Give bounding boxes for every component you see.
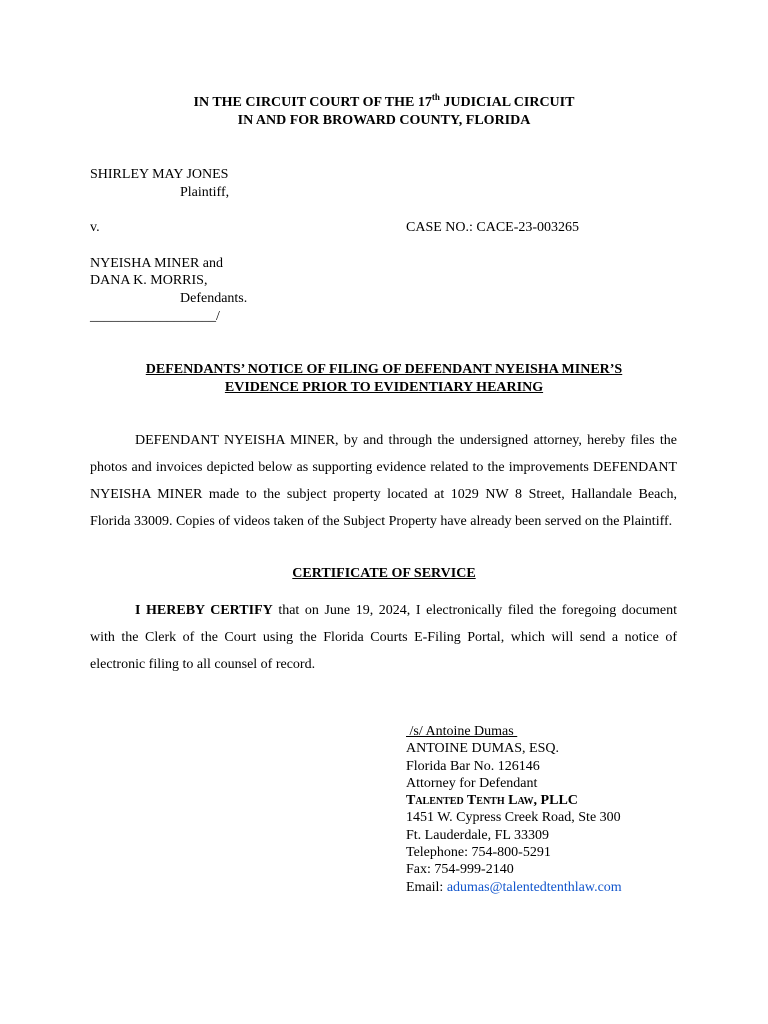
ordinal-superscript: th [431, 92, 440, 102]
address-line-2: Ft. Lauderdale, FL 33309 [406, 827, 549, 843]
document-title-line-1: DEFENDANTS’ NOTICE OF FILING OF DEFENDANT NYEISHA MINER’S [145, 362, 623, 377]
attorney-role: Attorney for Defendant [406, 775, 538, 791]
versus: v. [90, 220, 100, 235]
fax: Fax: 754-999-2140 [406, 862, 514, 878]
court-line1-suffix: JUDICIAL CIRCUIT [439, 95, 575, 110]
defendant-1: NYEISHA MINER and [90, 256, 223, 271]
court-header [0, 94, 768, 130]
firm-name: Talented Tenth Law, PLLC [406, 793, 578, 809]
address-line-1: 1451 W. Cypress Creek Road, Ste 300 [406, 810, 621, 826]
defendant-role: Defendants. [180, 291, 248, 306]
plaintiff-role: Plaintiff, [180, 185, 230, 200]
signature-line: /s/ Antoine Dumas [406, 724, 518, 739]
notice-paragraph: DEFENDANT NYEISHA MINER, by and through the undersigned attorney, hereby files the photos and invoices depicted below as supporting evidence related to the improvements DEFENDANT NYEISHA MINER made to the subject property located at 1029 NW 8 Street, Hallandale Beach, Florida 33009. Copies of videos taken of the Subject Property have already been served on the Plaintiff. [90, 433, 677, 529]
document-title-line-2: EVIDENCE PRIOR TO EVIDENTIARY HEARING [224, 380, 544, 395]
defendant-2: DANA K. MORRIS, [90, 273, 208, 288]
court-line1-text: IN THE CIRCUIT COURT OF THE 17 [193, 95, 432, 110]
caption-separator: __________________/ [90, 309, 220, 324]
certificate-text: that on June 19, 2024, I electronically filed the foregoing document with the Clerk of the Court using the Florida Courts E-Filing Portal, which will send a notice of electronic filing to all counsel of record. [90, 603, 677, 672]
document-title [0, 361, 768, 397]
telephone: Telephone: 754-800-5291 [406, 845, 551, 861]
signature-block [406, 723, 622, 896]
case-number: CASE NO.: CACE-23-003265 [406, 220, 580, 235]
court-header-line-2: IN AND FOR BROWARD COUNTY, FLORIDA [237, 113, 531, 128]
attorney-name: ANTOINE DUMAS, ESQ. [406, 741, 559, 757]
certificate-paragraph [90, 597, 677, 678]
email-line [406, 879, 622, 896]
certify-lead: I HEREBY CERTIFY [135, 603, 273, 618]
email-label: Email: [406, 879, 447, 895]
email-link[interactable]: adumas@talentedtenthlaw.com [446, 879, 622, 895]
bar-number: Florida Bar No. 126146 [406, 758, 540, 774]
certificate-heading: CERTIFICATE OF SERVICE [292, 566, 476, 581]
court-header-line-1 [0, 94, 768, 112]
plaintiff-name: SHIRLEY MAY JONES [90, 167, 229, 182]
